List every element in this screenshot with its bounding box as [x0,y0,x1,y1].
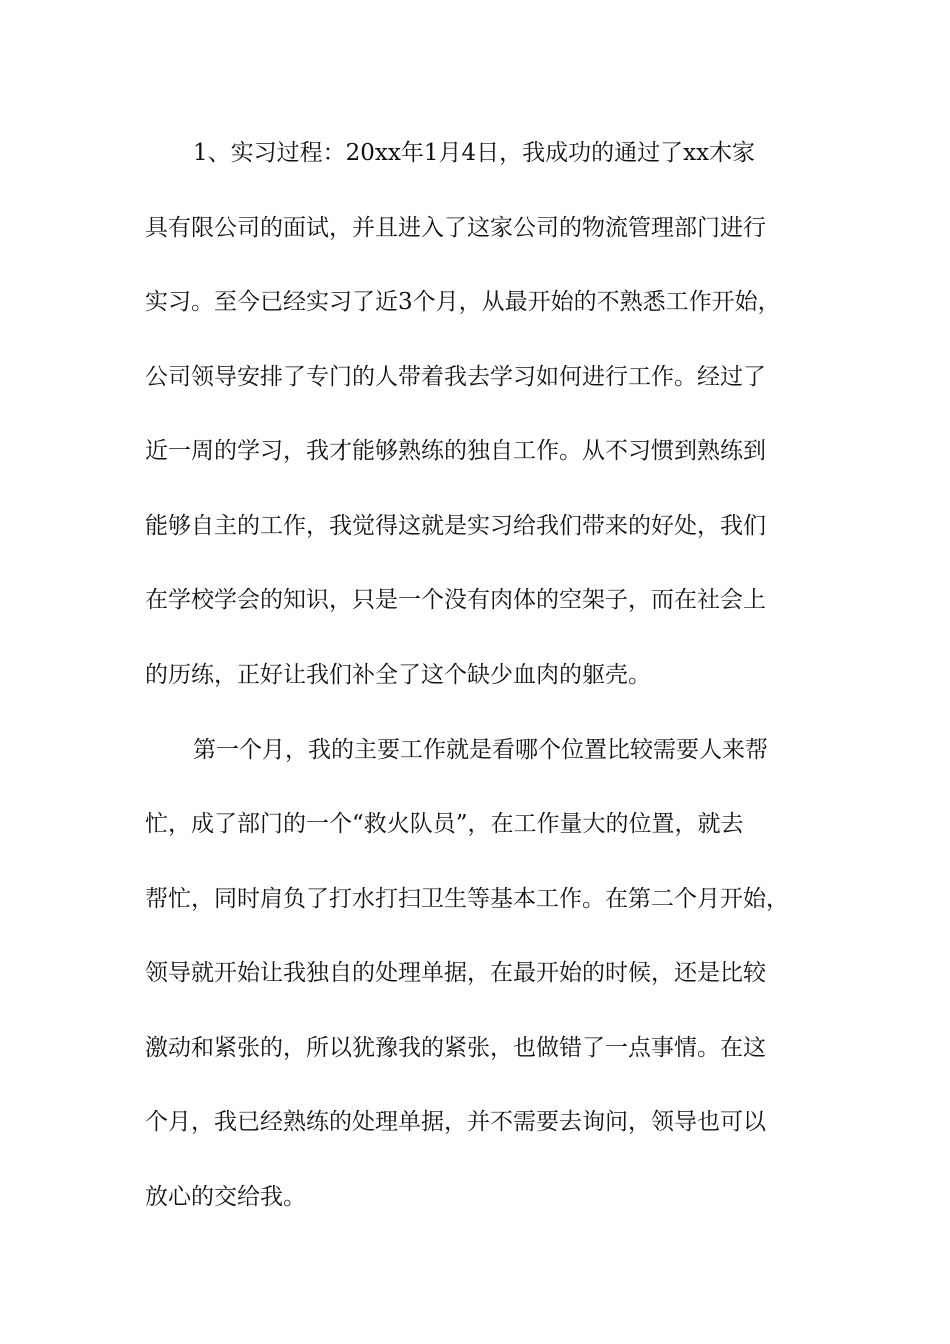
paragraph-2-line-2: 忙，成了部门的一个“救火队员”，在工作量大的位置，就去 [145,811,744,837]
paragraph-1-line-6: 能够自主的工作，我觉得这就是实习给我们带来的好处，我们 [145,513,766,539]
paragraph-1-line-1: 1、实习过程：20xx年1月4日，我成功的通过了xx木家 [193,140,756,166]
paragraph-2-line-7: 放心的交给我。 [145,1184,306,1210]
paragraph-1-line-4: 公司领导安排了专门的人带着我去学习如何进行工作。经过了 [145,364,766,390]
paragraph-2-line-1: 第一个月，我的主要工作就是看哪个位置比较需要人来帮 [193,737,768,763]
paragraph-1-line-3: 实习。至今已经实习了近3个月，从最开始的不熟悉工作开始， [145,289,781,315]
paragraph-1-line-8: 的历练，正好让我们补全了这个缺少血肉的躯壳。 [145,662,651,688]
paragraph-2-line-6: 个月，我已经熟练的处理单据，并不需要去询问，领导也可以 [145,1109,766,1135]
paragraph-1-line-5: 近一周的学习，我才能够熟练的独自工作。从不习惯到熟练到 [145,438,766,464]
paragraph-1-line-7: 在学校学会的知识，只是一个没有肉体的空架子，而在社会上 [145,587,766,613]
paragraph-1-line-2: 具有限公司的面试，并且进入了这家公司的物流管理部门进行 [145,215,766,241]
paragraph-2-line-3: 帮忙，同时肩负了打水打扫卫生等基本工作。在第二个月开始， [145,886,789,912]
paragraph-2-line-4: 领导就开始让我独自的处理单据，在最开始的时候，还是比较 [145,960,766,986]
paragraph-2-line-5: 激动和紧张的，所以犹豫我的紧张，也做错了一点事情。在这 [145,1035,766,1061]
